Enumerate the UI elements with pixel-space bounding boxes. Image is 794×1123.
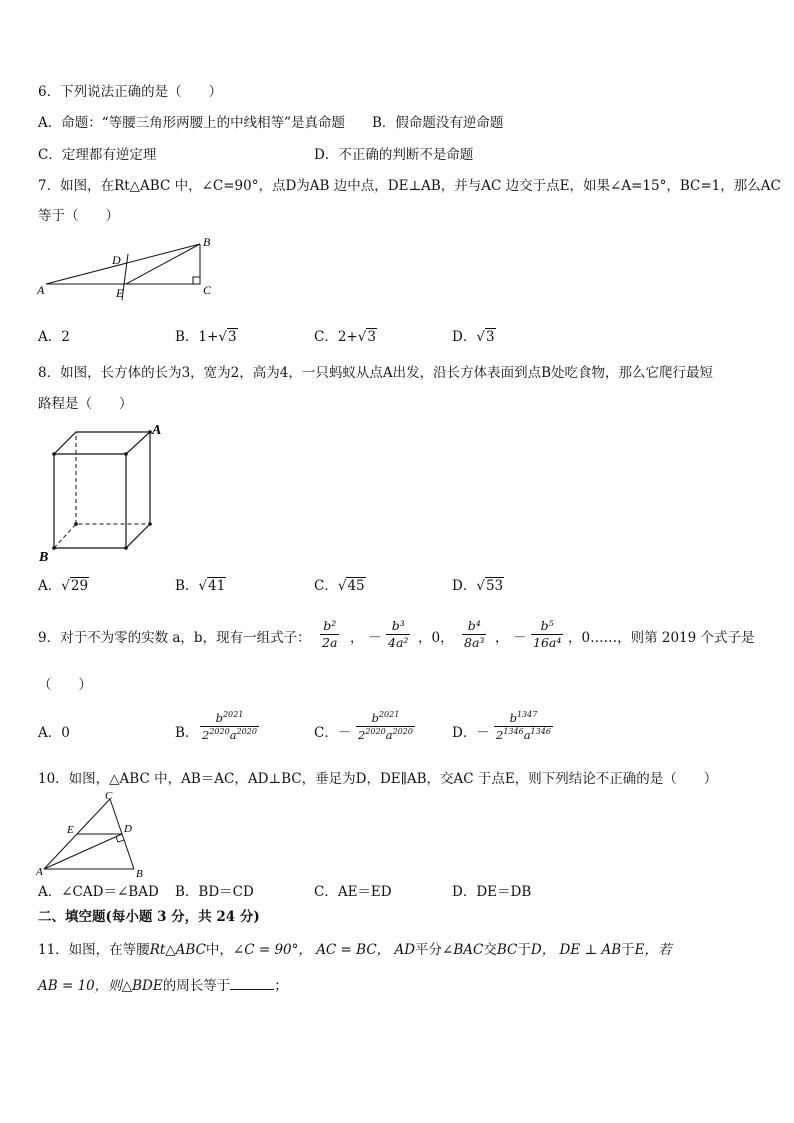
vertex <box>52 546 56 550</box>
section-heading-fill-in: 二、填空题(每小题 3 分，共 24 分) <box>38 909 260 925</box>
q9-stem-post: ，0……，则第 2019 个式子是 <box>568 630 755 646</box>
q6-stem: 6．下列说法正确的是（ ） <box>38 84 223 100</box>
q9-option-a: A．0 <box>38 725 70 741</box>
front-face <box>54 454 126 548</box>
label-d: D <box>124 823 132 835</box>
q9-stem-pre: 9．对于不为零的实数 a，b，现有一组式子： <box>38 630 311 646</box>
q8-option-a: A．√29 <box>38 578 89 594</box>
q8-stem-line1: 8．如图，长方体的长为3，宽为2，高为4，一只蚂蚁从点A出发，沿长方体表面到点B处吃食物，那么它爬行最短 <box>38 365 714 381</box>
q8-cuboid-figure <box>36 420 176 565</box>
q8-option-c: C．√45 <box>314 578 365 594</box>
q10-option-d: D．DE＝DB <box>452 884 532 900</box>
answer-blank[interactable] <box>230 977 274 990</box>
hidden-bottom-edges <box>54 524 150 548</box>
label-e: E <box>116 286 124 300</box>
label-a: A <box>37 283 45 297</box>
q10-stem: 10．如图，△ABC 中，AB＝AC，AD⊥BC，垂足为D，DE∥AB，交AC 于点E，则下列结论不正确的是（ ） <box>38 771 718 787</box>
label-c: C <box>105 790 113 802</box>
q11-stem-line2: AB = 10，则△BDE的周长等于 ； <box>38 978 288 994</box>
q6-option-c: C．定理都有逆定理 <box>38 147 157 163</box>
label-b: B <box>203 235 211 249</box>
q10-option-c: C．AE＝ED <box>314 884 392 900</box>
q10-option-b: B．BD＝CD <box>175 884 254 900</box>
segment-be <box>126 244 200 284</box>
q7-stem-line2: 等于（ ） <box>38 208 119 224</box>
vertex <box>74 522 78 526</box>
q7-option-c: C．2+√3 <box>314 329 376 345</box>
q9-fraction-2: $\frac{\text{b³}}{\text{4a²}}$ <box>388 618 409 650</box>
q8-stem-line2: 路程是（ ） <box>38 396 133 412</box>
vertex <box>52 452 56 456</box>
q7-stem-line1: 7．如图，在Rt△ABC 中，∠C=90°，点D为AB 边中点，DE⊥AB，并与AC 边交于点E，如果∠A=15°，BC=1，那么AC <box>38 178 781 194</box>
q9-option-b-label: B． <box>175 725 199 741</box>
q9-option-c-fraction: $\frac{b^{2021}}{2^{2020}a^{2020}}$ <box>358 710 413 742</box>
q6-option-d: D．不正确的判断不是命题 <box>314 147 474 163</box>
q7-option-b: B．1+√3 <box>175 329 237 345</box>
q9-fraction-4: $\frac{\text{b⁵}}{\text{16a⁴}}$ <box>533 618 562 650</box>
q9-option-d-label: D．－ <box>452 725 490 741</box>
label-b: B <box>39 550 49 565</box>
q9-option-c-label: C．－ <box>314 725 352 741</box>
right-angle-mark <box>193 277 200 284</box>
q9-minus-sign: － <box>513 630 527 646</box>
q7-option-d: D．√3 <box>452 329 495 345</box>
q9-stem-line2: （ ） <box>38 677 92 693</box>
label-c: C <box>203 283 212 297</box>
label-a: A <box>152 423 162 438</box>
label-e: E <box>67 824 74 836</box>
q9-option-d-fraction: $\frac{b^{1347}}{2^{1346}a^{1346}}$ <box>496 710 551 742</box>
q9-separator: ，0， <box>418 630 454 646</box>
right-face <box>126 432 150 548</box>
q9-minus-sign: － <box>368 630 382 646</box>
vertex <box>124 546 128 550</box>
vertex <box>124 452 128 456</box>
q7-triangle-figure <box>36 234 220 306</box>
q8-option-b: B．√41 <box>175 578 226 594</box>
q9-fraction-1: $\frac{\text{b²}}{2a}$ <box>322 618 338 650</box>
q6-option-a: A．命题：“等腰三角形两腰上的中线相等”是真命题 <box>38 115 346 131</box>
segment-ab <box>46 244 200 284</box>
q10-option-a: A．∠CAD＝∠BAD <box>38 884 159 900</box>
q9-separator: ， <box>495 630 509 646</box>
q8-option-d: D．√53 <box>452 578 504 594</box>
q10-triangle-figure <box>36 789 148 877</box>
q11-stem-line1: 11．如图，在等腰Rt△ABC中，∠C = 90°， AC = BC， AD平分∠BAC交BC于D， DE ⊥ AB于E，若 <box>38 942 672 958</box>
q6-option-b: B．假命题没有逆命题 <box>372 115 504 131</box>
label-a: A <box>36 866 43 877</box>
label-d: D <box>112 253 121 267</box>
top-face <box>54 432 150 454</box>
q7-option-a: A．2 <box>38 329 70 345</box>
label-b: B <box>136 868 143 877</box>
q9-fraction-3: $\frac{\text{b⁴}}{\text{8a³}}$ <box>464 618 485 650</box>
q9-separator: ， <box>350 630 364 646</box>
vertex <box>148 522 152 526</box>
segment-ad <box>44 834 122 869</box>
q9-option-b-fraction: $\frac{b^{2021}}{2^{2020}a^{2020}}$ <box>202 710 257 742</box>
